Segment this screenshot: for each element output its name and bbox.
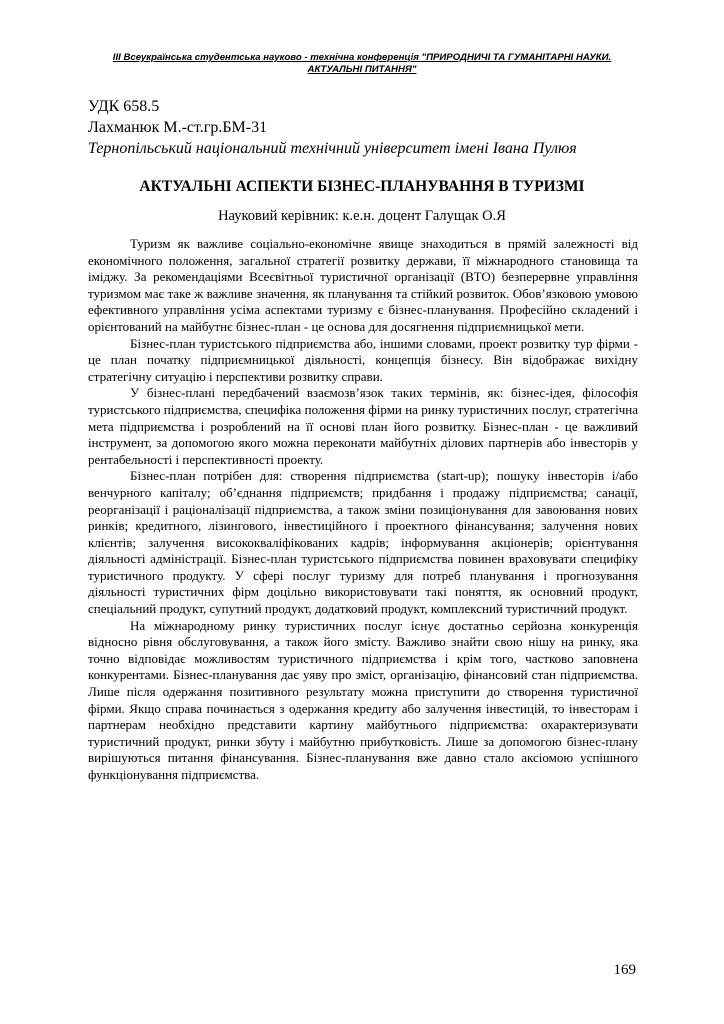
scientific-supervisor: Науковий керівник: к.е.н. доцент Галущак О.Я xyxy=(218,208,506,224)
paragraph: На міжнародному ринку туристичних послуг існує достатньо серйозна конкуренція відносно рівня обслуговування, а також його змісту. Важливо знайти свою нішу на ринку, яка точно відповідає можливостям туристичного підприємства і крім того, частково заповнена конкурентами. Бізнес-планування дає уяву про зміст, організацію, фінансовий стан підприємства. Лише після одержання позитивного результату можна приступити до створення туристичної фірми. Якщо справа починається з одержання кредиту або залучення інвестицій, то інвесторам і партнерам необхідно представити картину майбутнього підприємства: охарактеризувати туристичний продукт, ринки збуту і майбутню прибутковість. Лише за допомогою бізнес-плану вирішуються питання фінансування. Бізнес-планування вже давно стало аксіомою успішного функціонування підприємства. xyxy=(88,617,638,782)
paragraph: Туризм як важливе соціально-економічне явище знаходиться в прямій залежності від економічного положення, загальної стратегії розвитку держави, її міжнародного становища та іміджу. За рекомендаціями Всеєвітньої туристичної організації (ВТО) безперервне управління туризмом має таке ж важливе значення, як планування та стійкий розвиток. Обов’язковою умовою ефективного управління усіма аспектами туризму є бізнес-планування. Професійно складений і орієнтований на майбутнє бізнес-план - це основа для досягнення підприємницької мети. xyxy=(88,236,638,334)
paragraph: Бізнес-план туристського підприємства або, іншими словами, проект розвитку тур фірми - це план початку підприємницької діяльності, концепція бізнесу. Він відображає вихідну стратегічну ситуацію і перспективи розвитку справи. xyxy=(88,335,638,384)
paragraph: Бізнес-план потрібен для: створення підприємства (start-up); пошуку інвесторів і/або венчурного капіталу; об’єднання підприємств; придбання і продажу підприємства; санації, реорганізації і раціоналізації підприємства, а також зміни позиціонування для завоювання нових ринків; кредитного, лізингового, інвестиційного і проектного фінансування; залучення нових клієнтів; залучення висококваліфікованих кадрів; інформування акціонерів; орієнтування діяльності адміністрації. Бізнес-план туристського підприємства повинен враховувати специфіку туристичного продукту. У сфері послуг туризму для потреб планування і прогнозування діяльності туристичних фірм доцільно використовувати такі поняття, як основний продукт, спеціальний продукт, супутний продукт, додатковий продукт, комплексний туристичний продукт. xyxy=(88,468,638,617)
page-number: 169 xyxy=(613,962,636,978)
university-name: Тернопільський національний технічний університет імені Івана Пулюя xyxy=(88,140,577,157)
article-title: АКТУАЛЬНІ АСПЕКТИ БІЗНЕС-ПЛАНУВАННЯ В ТУРИЗМІ xyxy=(139,178,585,195)
author-name: Лахманюк М.-ст.гр.БМ-31 xyxy=(88,119,268,136)
conference-header: ІІІ Всеукраїнська студентська науково - технічна конференція "ПРИРОДНИЧІ ТА ГУМАНІТАРНІ НАУКИ. АКТУАЛЬНІ ПИТАННЯ" xyxy=(112,52,612,75)
udk-code: УДК 658.5 xyxy=(88,98,160,115)
paragraph: У бізнес-плані передбачений взаємозв’язок таких термінів, як: бізнес-ідея, філософія туристського підприємства, специфіка положення фірми на ринку туристичних послуг, стратегічна мета підприємства і розроблений на її основі план його розвитку. Бізнес-план - це важливий інструмент, за допомогою якого можна переконати майбутніх ділових партнерів або інвесторів у рентабельності і перспективності проекту. xyxy=(88,385,638,467)
article-body xyxy=(88,236,638,784)
article-meta xyxy=(88,96,648,159)
